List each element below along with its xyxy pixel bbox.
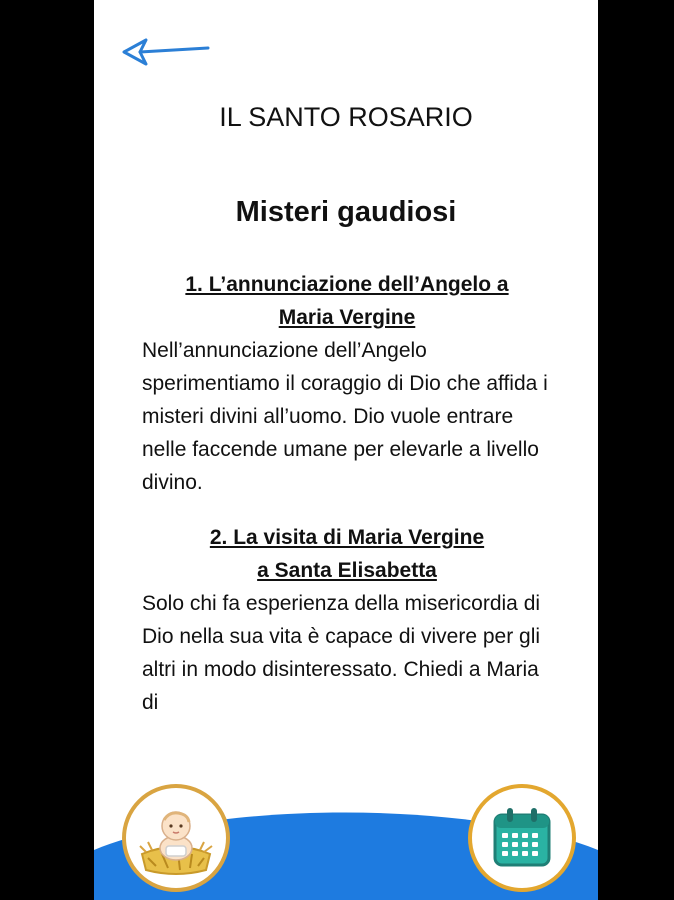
calendar-icon — [487, 803, 557, 873]
nativity-icon — [134, 796, 218, 880]
mystery-text: Nell’annunciazione dell’Angelo sperimentiamo il coraggio di Dio che affida i misteri divini all’uomo. Dio vuole entrare nelle faccende umane per elevarle a livello divino. — [142, 339, 548, 494]
mysteries-scroll-area[interactable] — [142, 268, 552, 730]
mystery-item — [142, 521, 552, 719]
mystery-heading-line: a Santa Elisabetta — [257, 559, 437, 582]
mystery-text: Solo chi fa esperienza della misericordia di Dio nella sua vita è capace di vivere per gli altri in modo disinteressato. Chiedi a Maria di — [142, 592, 541, 714]
mystery-item — [142, 268, 552, 499]
section-title: Misteri gaudiosi — [235, 196, 457, 228]
mystery-heading-line: 1. L’annunciazione dell’Angelo a — [185, 273, 509, 296]
mystery-heading-line: 2. La visita di Maria Vergine — [209, 526, 485, 549]
mystery-heading — [142, 268, 552, 334]
app-title: IL SANTO ROSARIO — [219, 102, 473, 132]
back-button[interactable] — [120, 32, 212, 72]
back-arrow-icon — [120, 32, 212, 72]
phone-screen — [94, 0, 598, 900]
calendar-button[interactable] — [468, 784, 576, 892]
mystery-heading — [142, 521, 552, 587]
mystery-heading-line: Maria Vergine — [278, 306, 416, 329]
nativity-button[interactable] — [122, 784, 230, 892]
